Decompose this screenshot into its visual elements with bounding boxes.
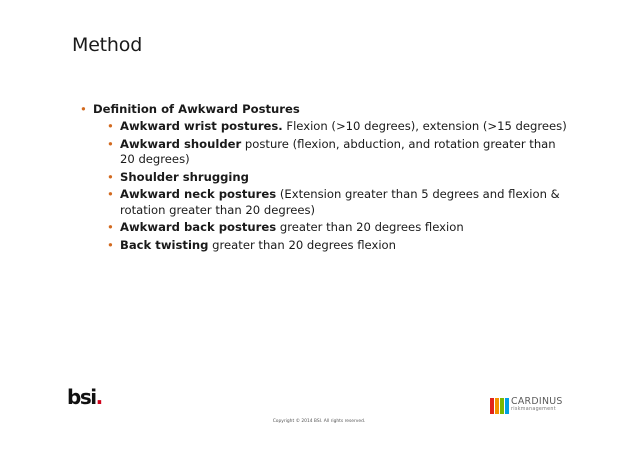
list-item [107, 170, 570, 186]
item-text: Flexion (>10 degrees), extension (>15 degrees) [282, 119, 567, 133]
bullet-icon: • [80, 102, 87, 116]
bullet-icon: • [107, 169, 114, 184]
list-item [107, 119, 570, 135]
item-text: (Extension greater than 5 degrees and flexion & rotation greater than 20 degrees) [120, 187, 560, 217]
item-term: Awkward wrist postures. [120, 119, 283, 133]
copyright-notice: Copyright © 2014 BSI. All rights reserved. [272, 419, 366, 424]
bsi-logo: bsi. [67, 385, 102, 409]
item-term: Awkward neck postures [120, 187, 277, 201]
item-text: greater than 20 degrees flexion [276, 220, 464, 234]
content [80, 101, 570, 255]
section-heading: Definition of Awkward Postures [93, 102, 300, 116]
item-term: Awkward shoulder [120, 136, 242, 151]
level1-bullet [80, 101, 570, 118]
bullet-icon: • [107, 136, 114, 151]
cardinus-bars-icon [490, 398, 509, 414]
item-term: Awkward back postures [120, 220, 277, 234]
item-term: Back twisting [120, 237, 209, 252]
list-item [107, 220, 570, 236]
list-item [107, 238, 570, 254]
cardinus-tagline: riskmanagement [511, 407, 556, 412]
item-text: greater than 20 degrees flexion [208, 237, 396, 252]
cardinus-logo [490, 396, 600, 416]
item-term: Shoulder shrugging [120, 169, 249, 184]
list-item [107, 187, 570, 218]
item-text: posture (flexion, abduction, and rotation greater than 20 degrees) [120, 136, 556, 166]
list-item [107, 137, 570, 168]
bullet-icon: • [107, 187, 114, 201]
bullet-icon: • [107, 237, 114, 252]
cardinus-name: CARDINUS [511, 396, 563, 407]
slide-title: Method [72, 34, 143, 56]
bullet-icon: • [107, 119, 114, 133]
posture-list [107, 119, 570, 253]
bullet-icon: • [107, 220, 114, 234]
